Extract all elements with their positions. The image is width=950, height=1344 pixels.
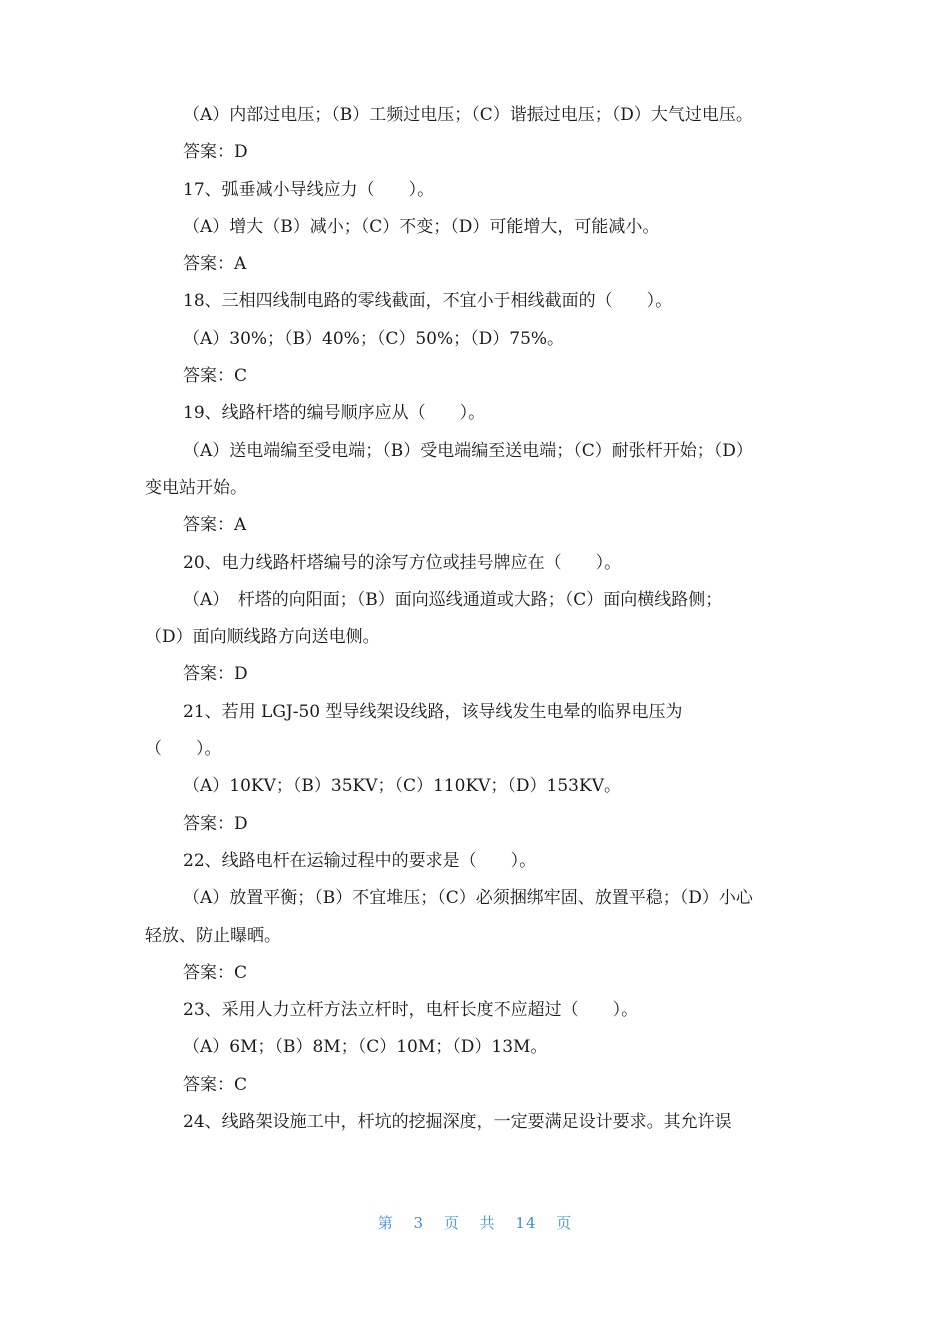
current-page-number: 3: [413, 1214, 425, 1232]
footer-text: 第: [377, 1214, 394, 1232]
answer-line: 答案：A: [183, 515, 247, 536]
total-page-count: 14: [515, 1214, 537, 1232]
answer-line: 答案：C: [183, 1074, 248, 1095]
option-line-continued: 变电站开始。: [145, 477, 247, 498]
option-line: （A）送电端编至受电端；（B）受电端编至送电端；（C）耐张杆开始；（D）: [183, 440, 753, 461]
option-line-continued: （D）面向顺线路方向送电侧。: [145, 627, 380, 648]
option-line: （A）内部过电压；（B）工频过电压；（C）谐振过电压；（D）大气过电压。: [183, 105, 753, 125]
option-line: （A）放置平衡；（B）不宜堆压；（C）必须捆绑牢固、放置平稳；（D）小心: [183, 888, 753, 909]
answer-line: 答案：A: [183, 254, 247, 275]
footer-text: 页: [443, 1214, 460, 1232]
answer-line: 答案：C: [183, 962, 248, 983]
question-line: 23、采用人力立杆方法立杆时，电杆长度不应超过（ ）。: [183, 1000, 639, 1021]
question-line: 17、弧垂减小导线应力（ ）。: [183, 179, 435, 200]
page-content: [145, 97, 810, 1141]
option-line: （A） 杆塔的向阳面；（B）面向巡线通道或大路；（C）面向横线路侧；: [183, 589, 723, 610]
answer-line: 答案：D: [183, 142, 248, 163]
answer-line: 答案：D: [183, 813, 248, 834]
option-line-continued: 轻放、防止曝晒。: [145, 925, 281, 946]
option-line: （A）增大（B）减小；（C）不变；（D）可能增大，可能减小。: [183, 216, 660, 237]
footer-text: 页: [556, 1214, 573, 1232]
question-line: 20、电力线路杆塔编号的涂写方位或挂号牌应在（ ）。: [183, 552, 622, 573]
option-line: （A）30%；（B）40%；（C）50%；（D）75%。: [183, 328, 565, 349]
question-line: 22、线路电杆在运输过程中的要求是（ ）。: [183, 850, 537, 871]
answer-line: 答案：C: [183, 366, 248, 387]
option-line: （A）6M；（B）8M；（C）10M；（D）13M。: [183, 1037, 548, 1058]
option-line: （A）10KV；（B）35KV；（C）110KV；（D）153KV。: [183, 776, 621, 797]
question-line: 21、若用 LGJ-50 型导线架设线路，该导线发生电晕的临界电压为: [183, 701, 683, 722]
question-line-continued: （ ）。: [145, 739, 222, 760]
footer-text: 共: [479, 1214, 496, 1232]
question-line: 24、线路架设施工中，杆坑的挖掘深度，一定要满足设计要求。其允许误: [183, 1112, 732, 1133]
page-footer: [0, 1212, 950, 1233]
question-line: 19、线路杆塔的编号顺序应从（ ）。: [183, 403, 486, 424]
question-line: 18、三相四线制电路的零线截面，不宜小于相线截面的（ ）。: [183, 291, 673, 312]
answer-line: 答案：D: [183, 664, 248, 685]
